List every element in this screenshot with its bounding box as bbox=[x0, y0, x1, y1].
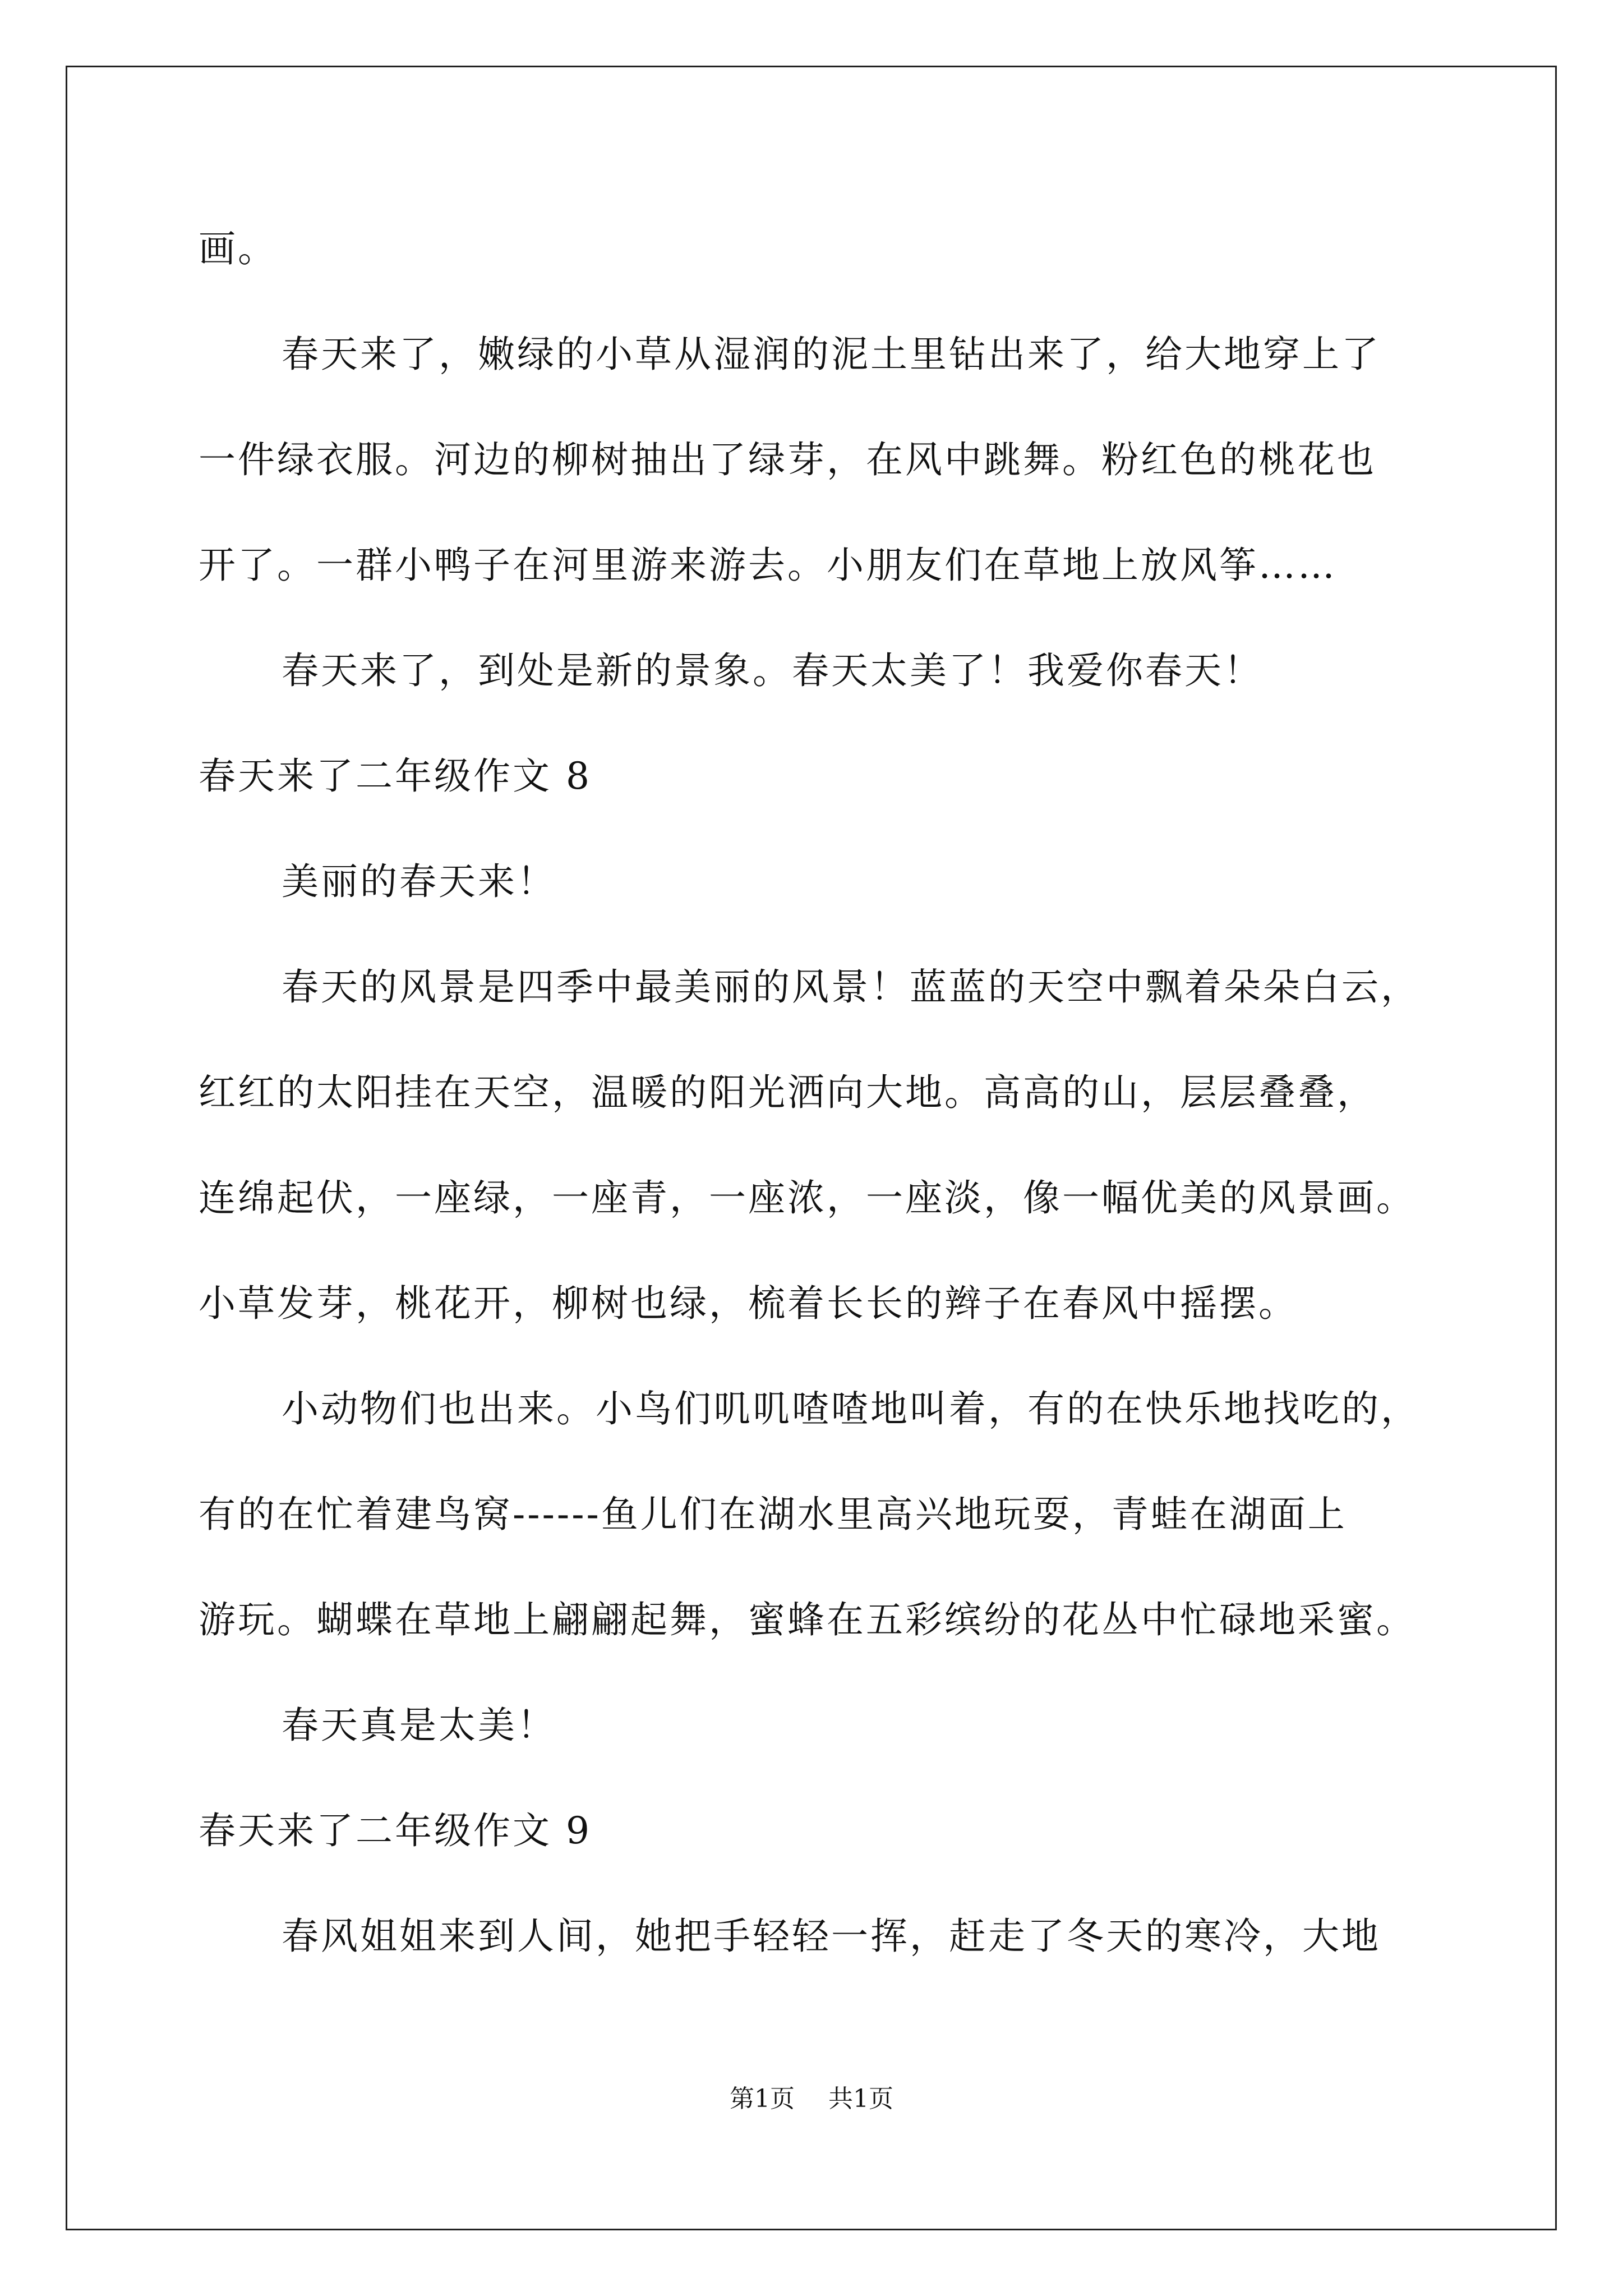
text-line: 画。 bbox=[199, 227, 277, 270]
paragraph-first-line: 春天真是太美！ bbox=[282, 1704, 556, 1747]
text-line: 红红的太阳挂在天空，温暖的阳光洒向大地。高高的山，层层叠叠， bbox=[199, 1071, 1376, 1114]
text-line: 有的在忙着建鸟窝------鱼儿们在湖水里高兴地玩耍，青蛙在湖面上 bbox=[199, 1493, 1347, 1536]
section-heading: 春天来了二年级作文 9 bbox=[199, 1809, 592, 1852]
paragraph-first-line: 春天来了，到处是新的景象。春天太美了！我爱你春天！ bbox=[282, 649, 1263, 692]
text-line: 一件绿衣服。河边的柳树抽出了绿芽，在风中跳舞。粉红色的桃花也 bbox=[199, 438, 1376, 481]
text-line: 连绵起伏，一座绿，一座青，一座浓，一座淡，像一幅优美的风景画。 bbox=[199, 1176, 1415, 1220]
page-border bbox=[66, 66, 1557, 2230]
text-line: 开了。一群小鸭子在河里游来游去。小朋友们在草地上放风筝…… bbox=[199, 544, 1337, 587]
text-line: 游玩。蝴蝶在草地上翩翩起舞，蜜蜂在五彩缤纷的花丛中忙碌地采蜜。 bbox=[199, 1598, 1415, 1641]
page-number-total: 共1页 bbox=[828, 2085, 893, 2113]
text-line: 小草发芽，桃花开，柳树也绿，梳着长长的辫子在春风中摇摆。 bbox=[199, 1282, 1298, 1325]
paragraph-first-line: 春天来了，嫩绿的小草从湿润的泥土里钻出来了，给大地穿上了 bbox=[282, 333, 1381, 376]
paragraph-first-line: 小动物们也出来。小鸟们叽叽喳喳地叫着，有的在快乐地找吃的， bbox=[282, 1387, 1420, 1430]
essay-title: 美丽的春天来！ bbox=[282, 860, 556, 903]
paragraph-first-line: 春天的风景是四季中最美丽的风景！蓝蓝的天空中飘着朵朵白云， bbox=[282, 965, 1420, 1009]
paragraph-first-line: 春风姐姐来到人间，她把手轻轻一挥，赶走了冬天的寒冷，大地 bbox=[282, 1915, 1381, 1958]
section-heading: 春天来了二年级作文 8 bbox=[199, 754, 592, 798]
page-number-current: 第1页 bbox=[730, 2085, 795, 2113]
page-footer bbox=[0, 2082, 1623, 2116]
